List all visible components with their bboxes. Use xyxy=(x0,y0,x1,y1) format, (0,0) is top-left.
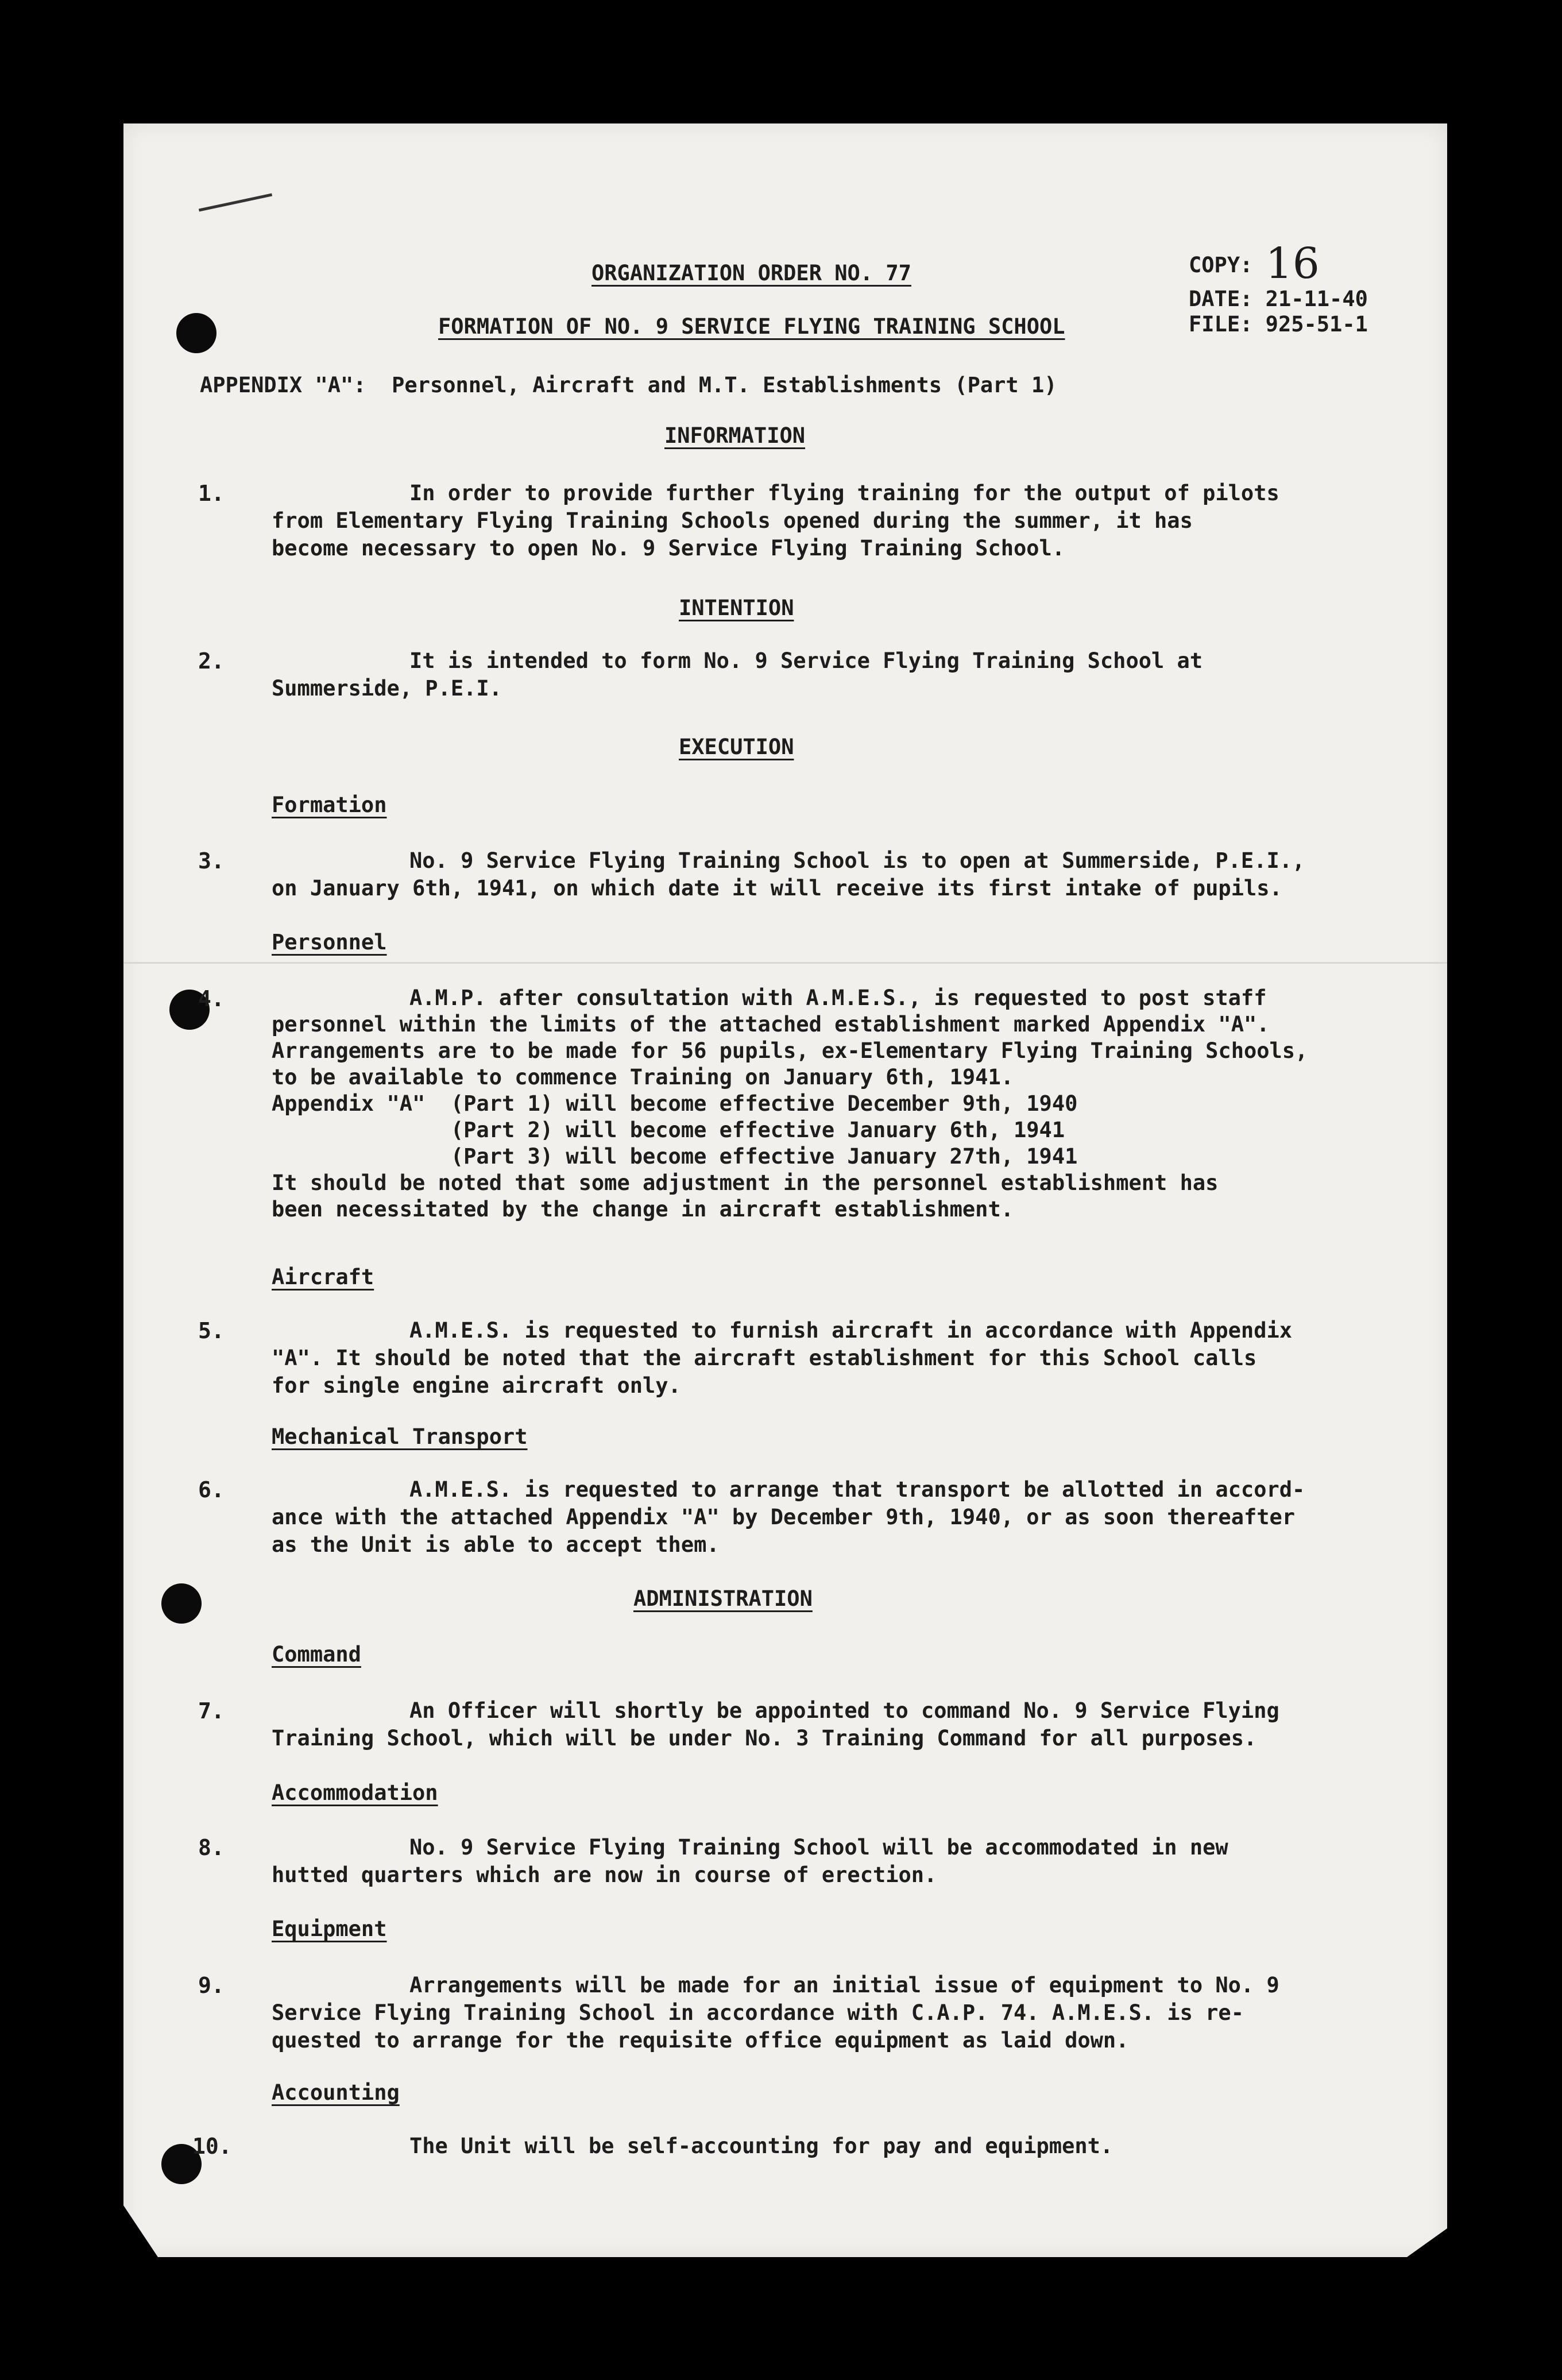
torn-corner xyxy=(123,2205,158,2257)
paragraph-2 xyxy=(272,647,1414,702)
paragraph-line: No. 9 Service Flying Training School will be accommodated in new xyxy=(409,1835,1228,1860)
appendix-text: Personnel, Aircraft and M.T. Establishments (Part 1) xyxy=(392,373,1057,397)
paragraph-number: 5. xyxy=(198,1318,225,1343)
torn-corner xyxy=(1407,2228,1447,2257)
subheading-personnel: Personnel xyxy=(272,930,387,955)
paragraph-number: 3. xyxy=(198,848,225,874)
paragraph-8 xyxy=(272,1834,1414,1889)
paragraph-9 xyxy=(272,1972,1414,2054)
paragraph-number: 9. xyxy=(198,1973,225,1998)
paragraph-line: An Officer will shortly be appointed to command No. 9 Service Flying xyxy=(409,1698,1279,1723)
paragraph-line: A.M.P. after consultation with A.M.E.S., is requested to post staff xyxy=(409,986,1267,1010)
paragraph-line: Summerside, P.E.I. xyxy=(272,676,502,701)
pen-mark xyxy=(199,194,272,212)
paragraph-line: become necessary to open No. 9 Service Flying Training School. xyxy=(272,536,1065,561)
paragraph-line: on January 6th, 1941, on which date it will receive its first intake of pupils. xyxy=(272,876,1282,901)
date-label: DATE: xyxy=(1189,287,1253,311)
order-title: ORGANIZATION ORDER NO. 77 xyxy=(591,261,911,285)
paragraph-line: A.M.E.S. is requested to furnish aircraft in accordance with Appendix xyxy=(409,1318,1293,1343)
copy-number: 16 xyxy=(1265,239,1320,288)
paragraph-line: (Part 2) will become effective January 6th, 1941 xyxy=(272,1118,1065,1142)
paragraph-number: 10. xyxy=(192,2134,232,2159)
paragraph-7 xyxy=(272,1697,1414,1752)
paragraph-number: 7. xyxy=(198,1698,225,1724)
paragraph-line: It should be noted that some adjustment in the personnel establishment has xyxy=(272,1170,1219,1195)
formation-title: FORMATION OF NO. 9 SERVICE FLYING TRAINING SCHOOL xyxy=(438,314,1065,339)
paragraph-line: quested to arrange for the requisite office equipment as laid down. xyxy=(272,2028,1129,2053)
paragraph-line: hutted quarters which are now in course of erection. xyxy=(272,1863,937,1887)
file-label: FILE: xyxy=(1189,312,1253,337)
paragraph-line: Appendix "A" (Part 1) will become effective December 9th, 1940 xyxy=(272,1091,1078,1116)
paragraph-line: to be available to commence Training on January 6th, 1941. xyxy=(272,1065,1014,1089)
paragraph-line: (Part 3) will become effective January 27th, 1941 xyxy=(272,1144,1078,1169)
paragraph-line: No. 9 Service Flying Training School is to open at Summerside, P.E.I., xyxy=(409,848,1305,873)
section-information: INFORMATION xyxy=(664,423,806,448)
subheading-accommodation: Accommodation xyxy=(272,1780,438,1805)
paragraph-line: for single engine aircraft only. xyxy=(272,1373,681,1398)
paragraph-line: Training School, which will be under No. 3 Training Command for all purposes. xyxy=(272,1726,1257,1751)
punch-hole xyxy=(161,1583,202,1624)
section-execution: EXECUTION xyxy=(679,735,794,759)
subheading-accounting: Accounting xyxy=(272,2080,400,2105)
paragraph-line: Service Flying Training School in accordance with C.A.P. 74. A.M.E.S. is re- xyxy=(272,2000,1244,2025)
date-field xyxy=(1189,285,1368,313)
paragraph-number: 8. xyxy=(198,1835,225,1860)
copy-label: COPY: xyxy=(1189,253,1253,277)
paragraph-line: Arrangements are to be made for 56 pupils, ex-Elementary Flying Training Schools, xyxy=(272,1038,1308,1063)
file-field xyxy=(1189,311,1368,338)
document-page xyxy=(123,123,1447,2257)
appendix-line xyxy=(200,372,1057,399)
subheading-formation: Formation xyxy=(272,793,387,817)
section-administration: ADMINISTRATION xyxy=(633,1586,813,1611)
appendix-label: APPENDIX "A": xyxy=(200,373,366,397)
paragraph-line: personnel within the limits of the attached establishment marked Appendix "A". xyxy=(272,1012,1270,1037)
paragraph-line: It is intended to form No. 9 Service Flying Training School at xyxy=(409,648,1203,673)
paragraph-number: 2. xyxy=(198,648,225,674)
paragraph-line: ance with the attached Appendix "A" by December 9th, 1940, or as soon thereafter xyxy=(272,1505,1296,1529)
paragraph-number: 4. xyxy=(198,986,225,1011)
paragraph-3 xyxy=(272,847,1414,902)
file-value: 925-51-1 xyxy=(1265,312,1368,337)
paragraph-line: In order to provide further flying training for the output of pilots xyxy=(409,481,1279,505)
paragraph-5 xyxy=(272,1317,1414,1400)
paragraph-line: "A". It should be noted that the aircraft establishment for this School calls xyxy=(272,1346,1257,1370)
paragraph-line: The Unit will be self-accounting for pay and equipment. xyxy=(409,2134,1113,2158)
date-value: 21-11-40 xyxy=(1265,287,1368,311)
paragraph-number: 6. xyxy=(198,1477,225,1502)
paragraph-line: been necessitated by the change in aircraft establishment. xyxy=(272,1197,1014,1222)
paragraph-line: as the Unit is able to accept them. xyxy=(272,1532,720,1557)
paragraph-4 xyxy=(272,985,1414,1223)
subheading-mechanical-transport: Mechanical Transport xyxy=(272,1424,528,1449)
paragraph-line: A.M.E.S. is requested to arrange that transport be allotted in accord- xyxy=(409,1477,1305,1502)
paragraph-10 xyxy=(272,2132,1414,2160)
copy-field xyxy=(1189,239,1320,288)
subheading-command: Command xyxy=(272,1642,361,1667)
paragraph-line: from Elementary Flying Training Schools opened during the summer, it has xyxy=(272,508,1193,533)
paragraph-number: 1. xyxy=(198,481,225,506)
subheading-equipment: Equipment xyxy=(272,1917,387,1941)
punch-hole xyxy=(176,313,216,353)
section-intention: INTENTION xyxy=(679,596,794,620)
fold-line xyxy=(123,962,1447,964)
paragraph-6 xyxy=(272,1476,1414,1559)
subheading-aircraft: Aircraft xyxy=(272,1265,374,1289)
paragraph-line: Arrangements will be made for an initial issue of equipment to No. 9 xyxy=(409,1973,1279,1998)
paragraph-1 xyxy=(272,480,1414,562)
